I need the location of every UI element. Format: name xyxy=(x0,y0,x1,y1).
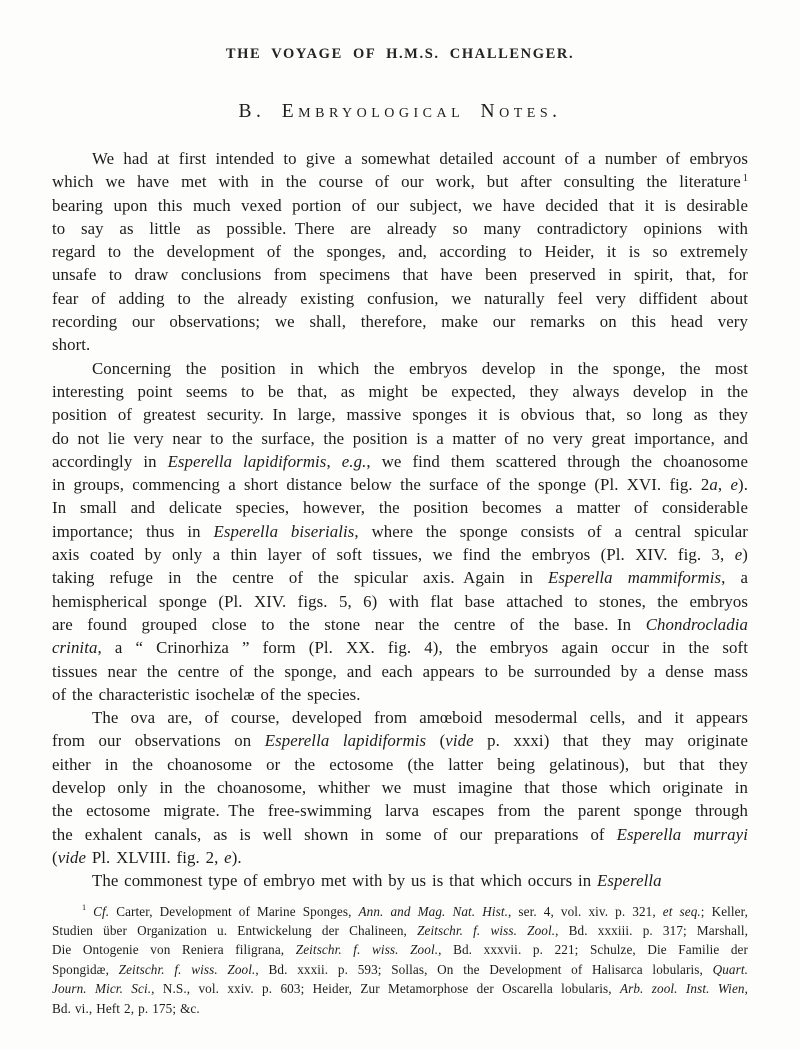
text-line xyxy=(52,776,748,799)
text-segment: recording our observations; we shall, therefore, make our remarks on this head very xyxy=(52,312,748,332)
text-line xyxy=(52,170,748,193)
text-segment: , a “ Crinorhiza ” form (Pl. XX. fig. 4), the embryos again occur in the soft xyxy=(97,638,748,658)
text-segment: bearing upon this much vexed portion of our subject, we have decided that it is desirable xyxy=(52,195,748,215)
italic-text: e.g. xyxy=(341,451,367,471)
text-segment: to say as little as possible. There are already so many contradictory opinions with xyxy=(52,218,748,238)
italic-text: e xyxy=(224,847,232,867)
italic-text: Cf. xyxy=(93,903,110,919)
text-segment: Studien über Organization u. Entwickelung der Chalineen, xyxy=(52,922,418,938)
text-line xyxy=(52,729,748,752)
text-line xyxy=(52,380,748,403)
italic-text: Chondrocladia xyxy=(645,614,748,634)
text-segment: position of greatest security. In large, massive sponges it is obvious that, so long as they xyxy=(52,405,748,425)
text-segment: of the characteristic isochelæ of the species. xyxy=(52,684,361,704)
text-segment: p. xxxi) that they may originate xyxy=(473,731,748,751)
text-line xyxy=(52,590,748,613)
running-head: THE VOYAGE OF H.M.S. CHALLENGER. xyxy=(225,46,575,62)
text-segment: ). xyxy=(738,475,749,495)
italic-text: Esperella lapidiformis xyxy=(264,731,427,751)
text-line xyxy=(52,706,748,729)
italic-text: Zeitschr. f. wiss. Zool. xyxy=(417,922,556,938)
text-segment: ). xyxy=(231,847,242,867)
italic-text: Ann. and Mag. Nat. Hist. xyxy=(358,903,509,919)
text-line xyxy=(52,921,748,940)
text-segment: the exhalent canals, as is well shown in some of our preparations of xyxy=(52,824,617,844)
text-line xyxy=(52,823,748,846)
footnote xyxy=(52,902,748,1018)
text-line xyxy=(52,473,748,496)
text-segment: in groups, commencing a short distance below the surface of the sponge (Pl. XVI. fig. 2 xyxy=(52,475,710,495)
text-line xyxy=(52,427,748,450)
text-line xyxy=(52,846,748,869)
text-segment: unsafe to draw conclusions from specimens that have been preserved in spirit, that, for xyxy=(52,265,748,285)
text-segment: ; Keller, xyxy=(700,903,748,919)
text-segment: axis coated by only a thin layer of soft tissues, we find the embryos (Pl. XIV. fig. 3, xyxy=(52,545,735,565)
text-segment: interesting point seems to be that, as might be expected, they always develop in the xyxy=(52,381,748,401)
text-line xyxy=(52,287,748,310)
text-line xyxy=(52,194,748,217)
text-line xyxy=(52,940,748,959)
text-line xyxy=(52,683,748,706)
text-segment: The commonest type of embryo met with by us is that which occurs in xyxy=(92,871,598,891)
text-segment: Spongidæ, xyxy=(52,961,119,977)
paragraph xyxy=(52,357,748,706)
italic-text: vide xyxy=(57,847,87,867)
text-segment: ( xyxy=(52,847,58,867)
text-segment: are found grouped close to the stone near the centre of the base. In xyxy=(52,614,646,634)
text-segment: Bd. vi., Heft 2, p. 175; &c. xyxy=(52,1000,200,1016)
text-line xyxy=(52,902,748,921)
body-text xyxy=(52,147,748,893)
text-line xyxy=(52,450,748,473)
text-line xyxy=(52,960,748,979)
text-segment: , ser. 4, vol. xiv. p. 321, xyxy=(508,903,663,919)
text-segment: accordingly in xyxy=(52,451,168,471)
text-line xyxy=(52,566,748,589)
italic-text: a xyxy=(709,475,718,495)
text-line xyxy=(52,979,748,998)
text-segment: the ectosome migrate. The free-swimming larva escapes from the parent sponge through xyxy=(52,801,748,821)
text-segment: short. xyxy=(52,335,91,355)
text-line xyxy=(52,660,748,683)
text-line xyxy=(52,240,748,263)
italic-text: Journ. Micr. Sci. xyxy=(52,981,152,997)
text-segment: from our observations on xyxy=(52,731,265,751)
text-segment: fear of adding to the already existing confusion, we naturally feel very diffident about xyxy=(52,288,748,308)
text-line xyxy=(52,869,748,892)
text-segment: , Bd. xxxii. p. 593; Sollas, On the Development of Halisarca lobularis, xyxy=(255,961,713,977)
text-line xyxy=(52,636,748,659)
text-line xyxy=(52,613,748,636)
text-segment: , a xyxy=(721,568,749,588)
text-line xyxy=(52,310,748,333)
text-line xyxy=(52,357,748,380)
text-line xyxy=(52,496,748,519)
text-segment: , where the sponge consists of a central spicular xyxy=(354,521,748,541)
text-line xyxy=(52,263,748,286)
text-line xyxy=(52,543,748,566)
superscript-marker: 1 xyxy=(742,172,748,184)
text-line xyxy=(52,333,748,356)
italic-text: Esperella biserialis xyxy=(213,521,355,541)
text-line xyxy=(52,217,748,240)
text-segment: , we find them scattered through the choanosome xyxy=(366,451,748,471)
section-title: B. Embryological Notes. xyxy=(238,101,562,122)
text-segment: The ova are, of course, developed from amœboid mesodermal cells, and it appears xyxy=(92,708,748,728)
text-line xyxy=(52,403,748,426)
italic-text: e xyxy=(730,475,739,495)
text-segment: In small and delicate species, however, the position becomes a matter of considerable xyxy=(52,498,748,518)
text-segment: do not lie very near to the surface, the position is a matter of no very great importance, and xyxy=(52,428,748,448)
text-segment: Carter, Development of Marine Sponges, xyxy=(109,903,359,919)
paragraph xyxy=(52,869,748,892)
paragraph xyxy=(52,147,748,357)
italic-text: crinita xyxy=(52,638,98,658)
text-line xyxy=(52,753,748,776)
text-segment: ( xyxy=(426,731,446,751)
text-segment: Pl. XLVIII. fig. 2, xyxy=(86,847,225,867)
text-segment: , xyxy=(717,475,731,495)
text-segment: Concerning the position in which the embryos develop in the sponge, the most xyxy=(92,358,748,378)
text-line xyxy=(52,799,748,822)
italic-text: Esperella xyxy=(597,871,662,891)
text-segment: taking refuge in the centre of the spicular axis. Again in xyxy=(52,568,549,588)
italic-text: Esperella lapidiformis xyxy=(167,451,327,471)
italic-text: Zeitschr. f. wiss. Zool. xyxy=(295,942,439,958)
text-segment: We had at first intended to give a somewhat detailed account of a number of embryos xyxy=(92,149,748,168)
text-segment: which we have met with in the course of our work, but after consulting the literature xyxy=(52,172,741,192)
text-line xyxy=(52,520,748,543)
text-segment: tissues near the centre of the sponge, and each appears to be surrounded by a dense mass xyxy=(52,661,748,681)
text-segment: develop only in the choanosome, whither we must imagine that those which originate in xyxy=(52,778,748,798)
text-segment: regard to the development of the sponges, and, according to Heider, it is so extremely xyxy=(52,242,748,262)
text-line xyxy=(52,147,748,170)
text-segment: , xyxy=(326,451,342,471)
italic-text: Esperella mammiformis xyxy=(548,568,722,588)
italic-text: Arb. zool. Inst. Wien xyxy=(619,981,745,997)
italic-text: et seq. xyxy=(662,903,701,919)
text-segment: either in the choanosome or the ectosome (the latter being gelatinous), but that they xyxy=(52,754,748,774)
italic-text: e xyxy=(734,545,743,565)
text-segment: , Bd. xxxiii. p. 317; Marshall, xyxy=(555,922,748,938)
text-segment: , xyxy=(744,981,748,997)
text-segment: , Bd. xxxvii. p. 221; Schulze, Die Familie der xyxy=(438,942,749,958)
text-line xyxy=(52,999,748,1018)
italic-text: Zeitschr. f. wiss. Zool. xyxy=(118,961,256,977)
superscript-marker: 1 xyxy=(82,903,87,913)
text-segment: Die Ontogenie von Reniera filigrana, xyxy=(52,942,296,958)
text-segment: importance; thus in xyxy=(52,521,214,541)
italic-text: vide xyxy=(445,731,474,751)
text-segment: , N.S., vol. xxiv. p. 603; Heider, Zur Metamorphose der Oscarella lobularis, xyxy=(151,981,620,997)
text-segment: hemispherical sponge (Pl. XIV. figs. 5, 6) with flat base attached to stones, the embryos xyxy=(52,591,748,611)
paragraph xyxy=(52,706,748,869)
text-segment: ) xyxy=(742,545,748,565)
italic-text: Esperella murrayi xyxy=(616,824,748,844)
italic-text: Quart. xyxy=(712,961,748,977)
